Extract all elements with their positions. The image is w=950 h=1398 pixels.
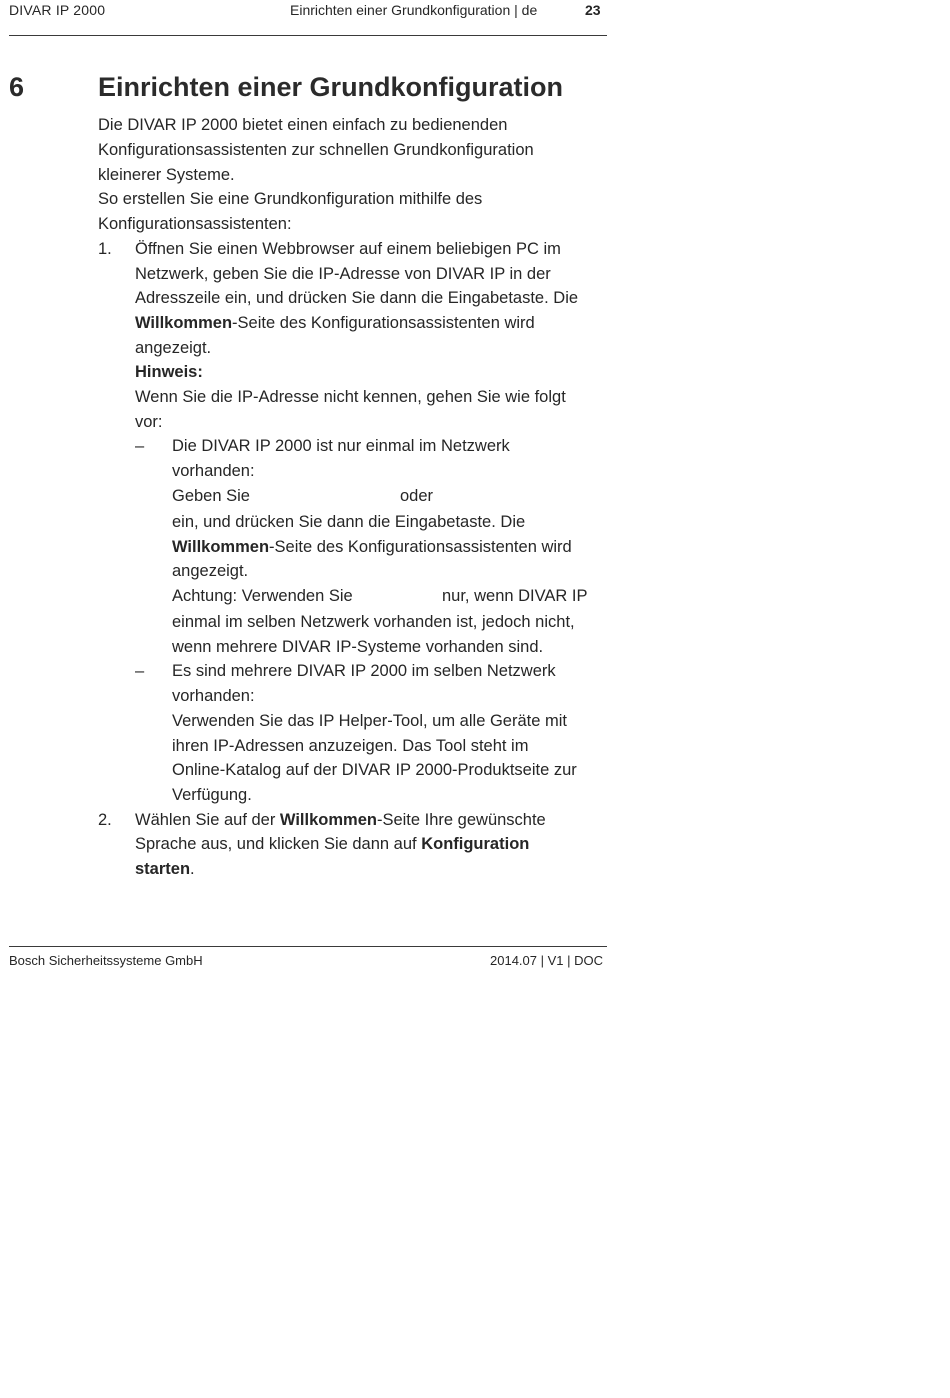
footer-divider [9, 946, 607, 947]
step-1-line: Adresszeile ein, und drücken Sie dann die Eingabetaste. Die [135, 289, 579, 307]
dash-1-line [172, 537, 572, 557]
dash-1-line: nur, wenn DIVAR IP [442, 587, 588, 605]
dash-2-line: vorhanden: [172, 687, 255, 705]
dash-2-marker: – [135, 662, 145, 680]
start-configuration-term: starten [135, 860, 191, 878]
welcome-page-term: Willkommen [135, 314, 233, 332]
dash-1-line: ein, und drücken Sie dann die Eingabetaste. Die [172, 513, 526, 531]
intro-line: kleinerer Systeme. [98, 166, 235, 184]
dash-2-line: Verfügung. [172, 786, 252, 804]
step-2-marker: 2. [98, 811, 112, 829]
step-2-text: Sprache aus, und klicken Sie dann auf [135, 835, 422, 853]
intro-line: Konfigurationsassistenten zur schnellen Grundkonfiguration [98, 141, 534, 159]
intro-line: So erstellen Sie eine Grundkonfiguration mithilfe des [98, 190, 483, 208]
note-line: Wenn Sie die IP-Adresse nicht kennen, gehen Sie wie folgt [135, 388, 566, 406]
welcome-page-term: Willkommen [279, 811, 377, 829]
header-divider [9, 35, 607, 36]
dash-1-line: vorhanden: [172, 462, 255, 480]
step-2-line [135, 859, 195, 879]
step-2-text: Wählen Sie auf der [135, 811, 280, 829]
chapter-title: Einrichten einer Grundkonfiguration [98, 72, 564, 102]
intro-line: Konfigurationsassistenten: [98, 215, 292, 233]
step-1-marker: 1. [98, 240, 112, 258]
footer-company: Bosch Sicherheitssysteme GmbH [9, 953, 203, 968]
chapter-number: 6 [9, 72, 25, 102]
step-1-line: Netzwerk, geben Sie die IP-Adresse von DIVAR IP in der [135, 265, 551, 283]
note-line: vor: [135, 413, 163, 431]
dash-1-marker: – [135, 437, 145, 455]
dash-1-line: Die DIVAR IP 2000 ist nur einmal im Netzwerk [172, 437, 510, 455]
dash-1-line: Achtung: Verwenden Sie [172, 587, 353, 605]
intro-line: Die DIVAR IP 2000 bietet einen einfach zu bedienenden [98, 116, 508, 134]
step-1-line: angezeigt. [135, 339, 212, 357]
step-2-line [135, 810, 546, 830]
step-2-text: . [190, 860, 195, 878]
note-label: Hinweis: [135, 363, 203, 381]
page-number: 23 [585, 2, 601, 18]
step-1-line [135, 313, 535, 333]
header-product: DIVAR IP 2000 [9, 2, 106, 18]
step-1-line: Öffnen Sie einen Webbrowser auf einem beliebigen PC im [135, 240, 561, 258]
dash-1-line: oder [400, 487, 434, 505]
dash-2-line: Verwenden Sie das IP Helper-Tool, um alle Geräte mit [172, 712, 567, 730]
header-section: Einrichten einer Grundkonfiguration | de [290, 2, 538, 18]
welcome-page-term: Willkommen [172, 538, 270, 556]
dash-1-line: wenn mehrere DIVAR IP-Systeme vorhanden sind. [172, 638, 544, 656]
dash-2-line: ihren IP-Adressen anzuzeigen. Das Tool steht im [172, 737, 529, 755]
footer-version: 2014.07 | V1 | DOC [490, 953, 603, 968]
dash-1-line: angezeigt. [172, 562, 249, 580]
step-1-text: -Seite des Konfigurationsassistenten wird [232, 314, 535, 332]
dash-1-text: -Seite des Konfigurationsassistenten wird [269, 538, 572, 556]
dash-1-line: einmal im selben Netzwerk vorhanden ist, jedoch nicht, [172, 613, 575, 631]
start-configuration-term: Konfiguration [421, 835, 530, 853]
dash-2-line: Es sind mehrere DIVAR IP 2000 im selben Netzwerk [172, 662, 556, 680]
dash-1-line: Geben Sie [172, 487, 250, 505]
step-2-text: -Seite Ihre gewünschte [376, 811, 546, 829]
dash-2-line: Online-Katalog auf der DIVAR IP 2000-Produktseite zur [172, 761, 577, 779]
step-2-line [135, 834, 529, 854]
